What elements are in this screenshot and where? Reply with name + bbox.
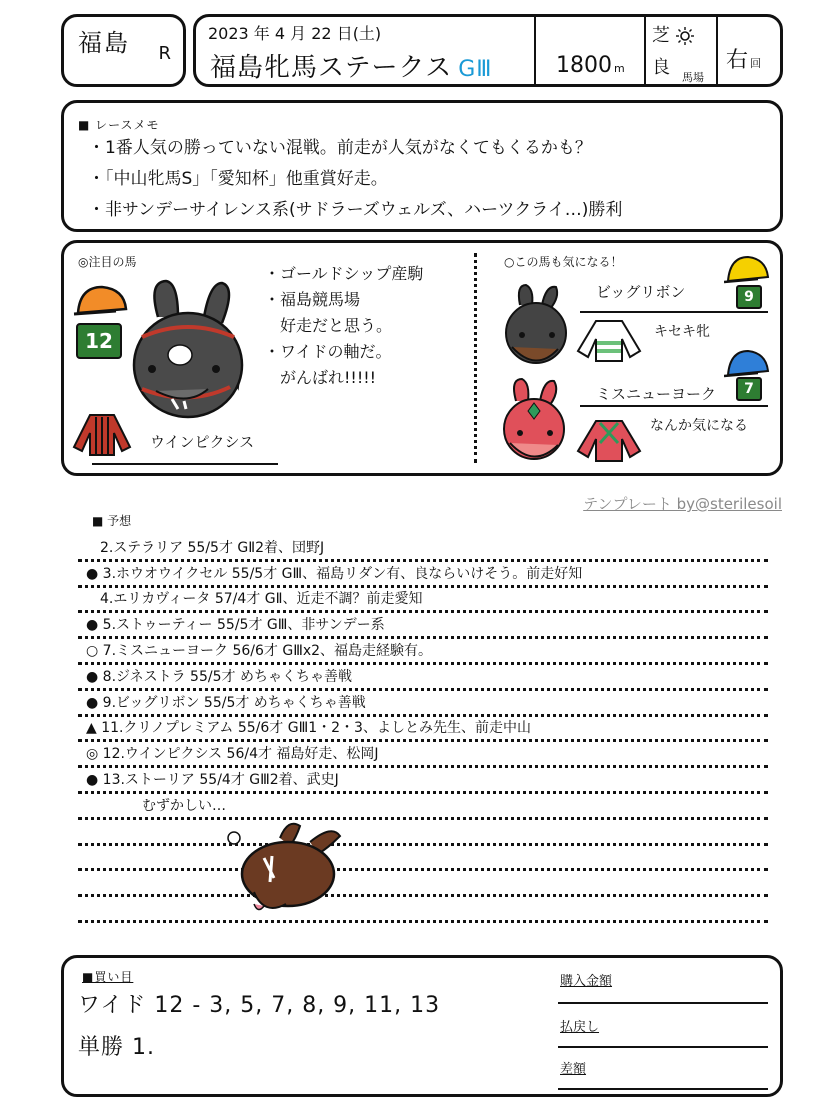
direction-unit: 回 <box>750 57 762 70</box>
jockey-cap-icon <box>724 253 772 287</box>
payout-line <box>558 1046 768 1048</box>
jockey-silks-icon <box>574 317 644 363</box>
prediction-heading: ■ 予想 <box>92 514 132 528</box>
bets-heading: ■買い目 <box>82 970 134 984</box>
watch-horse-name: ミスニューヨーク <box>596 385 717 403</box>
prediction-line <box>78 871 768 897</box>
prediction-text: ● 13.ストーリア 55/4才 GⅢ2着、武史J <box>86 771 339 788</box>
track-condition: 良 <box>652 57 670 78</box>
prediction-text: ● 5.ストゥーティー 55/5才 GⅢ、非サンデー系 <box>86 617 385 634</box>
horse-number-badge: 7 <box>736 377 762 401</box>
race-distance <box>556 53 625 78</box>
horse-number-badge: 12 <box>76 323 122 359</box>
prediction-line <box>78 665 768 691</box>
prediction-line <box>78 846 768 872</box>
prediction-lines <box>78 536 768 923</box>
vertical-divider <box>474 253 477 463</box>
prediction-text: 2.ステラリア 55/5才 GⅡ2着、団野J <box>86 539 325 556</box>
note-line: ・ゴールドシップ産駒 <box>264 264 424 283</box>
memo-item: ・非サンデーサイレンス系(サドラーズウェルズ、ハーツクライ…)勝利 <box>88 200 623 220</box>
jockey-cap-icon <box>724 347 772 381</box>
prediction-text: ● 9.ビッグリボン 55/5才 めちゃくちゃ善戦 <box>86 694 366 711</box>
race-date: 2023 年 4 月 22 日(土) <box>208 24 382 43</box>
horse-number-badge: 9 <box>736 285 762 309</box>
doodle-horse-icon <box>224 818 354 918</box>
watch-horse-name: ビッグリボン <box>596 283 686 301</box>
prediction-line <box>78 820 768 846</box>
prediction-text: 4.エリカヴィータ 57/4才 GⅡ、近走不調？前走愛知 <box>86 591 423 608</box>
prediction-text: ○ 7.ミスニューヨーク 56/6才 GⅢx2、福島走経験有。 <box>86 642 433 659</box>
bet-line-wide: ワイド 12 - 3, 5, 7, 8, 9, 11, 13 <box>78 993 441 1018</box>
memo-heading: ■ レースメモ <box>78 118 160 132</box>
purchase-amount-label: 購入金額 <box>560 974 613 989</box>
prediction-line <box>78 794 768 820</box>
jockey-silks-icon <box>574 417 644 463</box>
direction <box>726 43 761 74</box>
memo-list <box>88 133 622 226</box>
note-line: 好走だと思う。 <box>264 316 393 335</box>
horse-face-icon <box>498 377 568 467</box>
difference-label: 差額 <box>560 1062 587 1077</box>
prediction-line <box>78 613 768 639</box>
divider <box>644 17 646 84</box>
race-title-text: 福島牝馬ステークス <box>210 53 453 83</box>
underline <box>580 405 768 407</box>
memo-item: ・1番人気の勝っていない混戦。前走が人気がなくてもくるかも？ <box>88 138 592 158</box>
sun-icon <box>676 27 694 45</box>
note-line: ・福島競馬場 <box>264 290 361 309</box>
prediction-text: ● 8.ジネストラ 55/5才 めちゃくちゃ善戦 <box>86 668 352 685</box>
prediction-text: ● 3.ホウオウイクセル 55/5才 GⅢ、福島リダン有、良ならいけそう。前走好知 <box>86 565 583 582</box>
horses-box <box>61 240 783 476</box>
watch-horse-note: キセキ牝 <box>654 324 710 340</box>
purchase-amount-line <box>558 1002 768 1004</box>
prediction-text: むずかしい… <box>128 797 226 814</box>
watch-heading: ○この馬も気になる！ <box>504 255 623 269</box>
template-credit: テンプレート by@sterilesoil <box>583 495 782 513</box>
prediction-line <box>78 742 768 768</box>
prediction-line <box>78 588 768 614</box>
race-memo-box <box>61 100 783 232</box>
underline <box>92 463 278 465</box>
race-info-box <box>193 14 783 87</box>
bet-line-win: 単勝 1. <box>78 1035 155 1060</box>
prediction-line <box>78 639 768 665</box>
note-line: がんばれ!!!!! <box>264 368 377 387</box>
bets-box <box>61 955 783 1097</box>
prediction-line <box>78 562 768 588</box>
horse-face-icon <box>498 283 568 371</box>
race-number-label: R <box>158 43 171 64</box>
race-title <box>210 47 492 84</box>
prediction-line <box>78 536 768 562</box>
prediction-line <box>78 691 768 717</box>
prediction-line <box>78 897 768 923</box>
distance-unit: m <box>614 62 625 75</box>
surface-text: 芝 <box>652 25 670 46</box>
divider <box>716 17 718 84</box>
memo-item: ・「中山牝馬S」「愛知杯」他重賞好走。 <box>88 169 388 189</box>
race-grade: GⅢ <box>458 57 493 82</box>
focus-horse-notes <box>264 261 423 391</box>
note-line: ・ワイドの軸だ。 <box>264 342 392 361</box>
underline <box>580 311 768 313</box>
horse-face-icon <box>118 277 258 427</box>
venue-box <box>61 14 186 87</box>
distance-value: 1800 <box>556 53 612 78</box>
track-label: 馬場 <box>682 71 704 84</box>
prediction-line <box>78 717 768 743</box>
focus-heading: ◎注目の馬 <box>78 255 137 269</box>
jockey-silks-icon <box>70 409 134 457</box>
divider <box>534 17 536 84</box>
prediction-line <box>78 768 768 794</box>
difference-line <box>558 1088 768 1090</box>
venue-name: 福島 <box>78 29 130 57</box>
direction-text: 右 <box>726 48 749 73</box>
prediction-text: ▲ 11.クリノプレミアム 55/6才 GⅢ1・2・3、よしとみ先生、前走中山 <box>86 720 531 737</box>
payout-label: 払戻し <box>560 1020 600 1035</box>
surface <box>652 21 694 47</box>
prediction-text: ◎ 12.ウインピクシス 56/4才 福島好走、松岡J <box>86 746 379 763</box>
watch-horse-note: なんか気になる <box>650 418 748 434</box>
focus-horse-name: ウインピクシス <box>150 433 255 451</box>
